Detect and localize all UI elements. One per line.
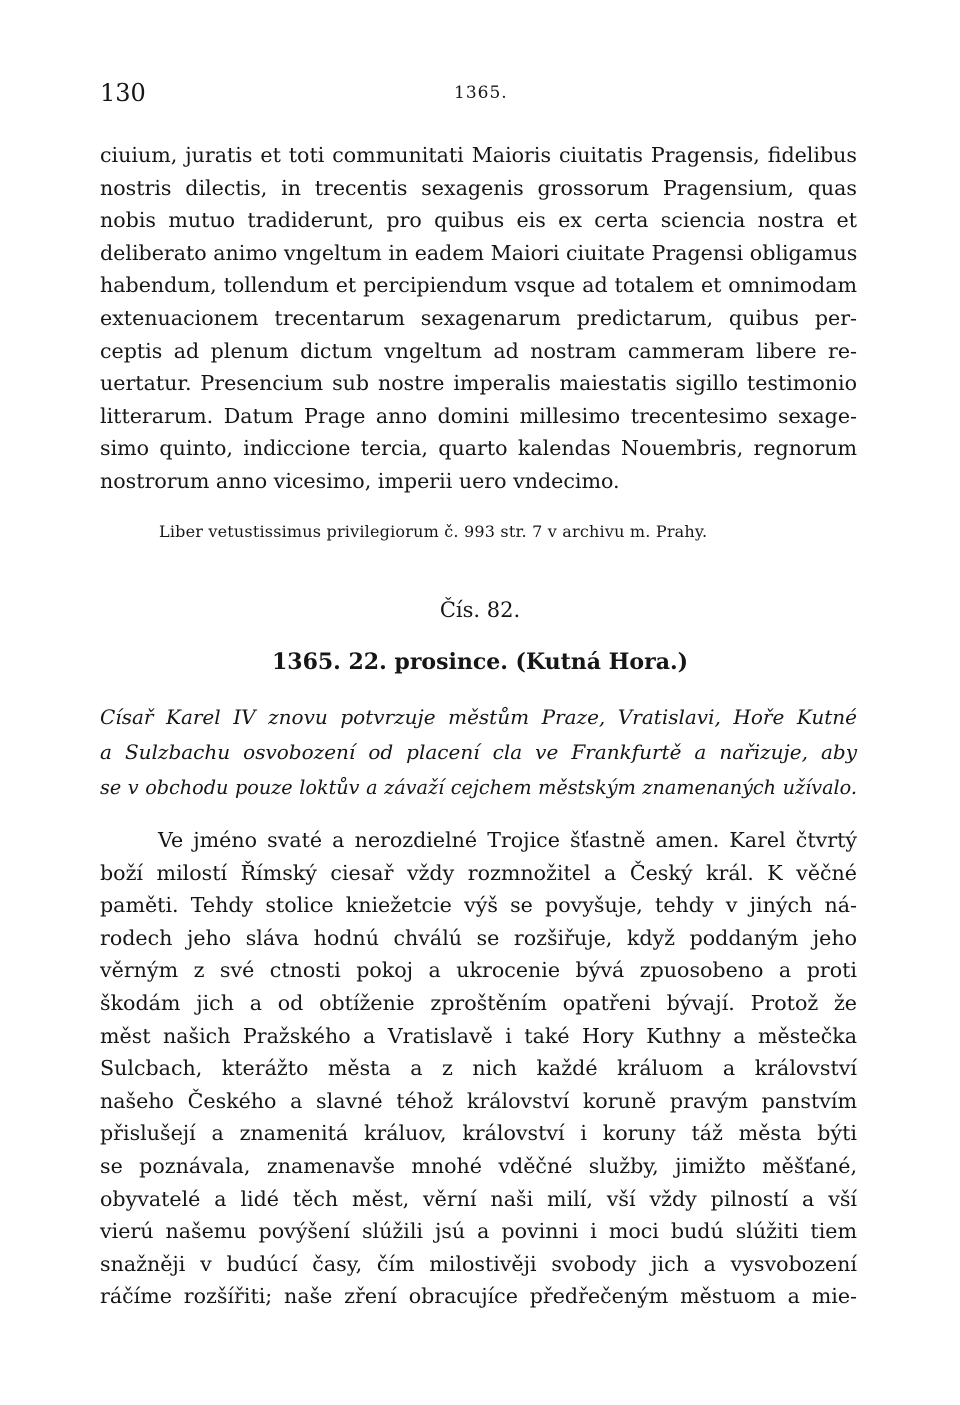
text-line: nobis mutuo tradiderunt, pro quibus eis ex certa sciencia nostra et <box>100 208 857 233</box>
text-line: ceptis ad plenum dictum vngeltum ad nostram cammeram libere re- <box>100 338 857 363</box>
text-line: habendum, tollendum et percipiendum vsque ad totalem et omnimodam <box>100 273 857 298</box>
text-line: rodech jeho sláva hodnú chválú se rozšiřuje, když poddaným jeho <box>100 925 857 950</box>
text-line: simo quinto, indiccione tercia, quarto kalendas Nouembris, regnorum <box>100 436 857 461</box>
text-line: nostris dilectis, in trecentis sexagenis grossorum Pragensium, quas <box>100 175 857 200</box>
text-line: ráčíme rozšířiti; naše zření obracujíce předřečeným městuom a mie- <box>100 1284 857 1309</box>
text-line: se poznávala, znamenavše mnohé vděčné služby, jimižto měšťané, <box>100 1153 857 1178</box>
running-year: 1365. <box>454 83 508 103</box>
text-line: nostrorum anno vicesimo, imperii uero vndecimo. <box>100 468 620 493</box>
text-line: Sulcbach, kterážto města a z nich každé králuom a království <box>100 1056 857 1081</box>
text-line: měst našich Pražského a Vratislavě i také Hory Kuthny a městečka <box>100 1023 857 1048</box>
text-line: škodám jich a od obtíženie zproštěním opatřeni bývají. Protož že <box>100 990 857 1015</box>
text-line: paměti. Tehdy stolice kniežetcie výš se povyšuje, tehdy v jiných ná- <box>100 893 857 918</box>
text-line: litterarum. Datum Prage anno domini millesimo trecentesimo sexage- <box>100 403 857 428</box>
text-line: extenuacionem trecentarum sexagenarum predictarum, quibus per- <box>100 305 857 330</box>
source-note: Liber vetustissimus privilegiorum č. 993 str. 7 v archivu m. Prahy. <box>159 522 708 541</box>
page-number: 130 <box>100 79 146 107</box>
document-regest <box>100 700 857 805</box>
text-line: našeho Českého a slavné téhož království koruně pravým panstvím <box>100 1088 857 1113</box>
text-line: obyvatelé a lidé těch měst, věrní naši milí, vší vždy pilností a vší <box>100 1186 857 1211</box>
czech-text-block <box>100 824 857 1313</box>
text-line: deliberato animo vngeltum in eadem Maiori ciuitate Pragensi obligamus <box>100 240 858 265</box>
text-line: Ve jméno svaté a nerozdielné Trojice šťastně amen. Karel čtvrtý <box>158 828 857 852</box>
text-line: snažněji v budúcí časy, čím milostivěji svobody jich a vysvobození <box>100 1251 857 1276</box>
text-line: ciuium, juratis et toti communitati Maioris ciuitatis Pragensis, fidelibus <box>100 143 857 167</box>
text-line: uertatur. Presencium sub nostre imperalis maiestatis sigillo testimonio <box>100 371 857 396</box>
latin-text-block <box>100 139 857 498</box>
regest-line: Císař Karel IV znovu potvrzuje městům Praze, Vratislavi, Hoře Kutné <box>100 705 857 729</box>
regest-line: se v obchodu pouze loktův a závaží cejchem městským znamenaných užívalo. <box>100 776 857 799</box>
regest-line: a Sulzbachu osvobození od placení cla ve Frankfurtě a nařizuje, aby <box>100 740 857 764</box>
text-line: boží milostí Římský ciesař vždy rozmnožitel a Český král. K věčné <box>100 860 857 885</box>
text-line: vierú našemu povýšení slúžili jsú a povinni i moci budú slúžiti tiem <box>100 1219 857 1244</box>
document-date-heading: 1365. 22. prosince. (Kutná Hora.) <box>271 649 689 675</box>
text-line: přislušejí a znamenitá králuov, království i koruny táž města býti <box>100 1121 857 1146</box>
document-number: Čís. 82. <box>439 598 521 622</box>
page-header <box>100 79 860 109</box>
text-line: věrným z své ctnosti pokoj a ukrocenie bývá zpuosobeno a proti <box>100 958 857 983</box>
